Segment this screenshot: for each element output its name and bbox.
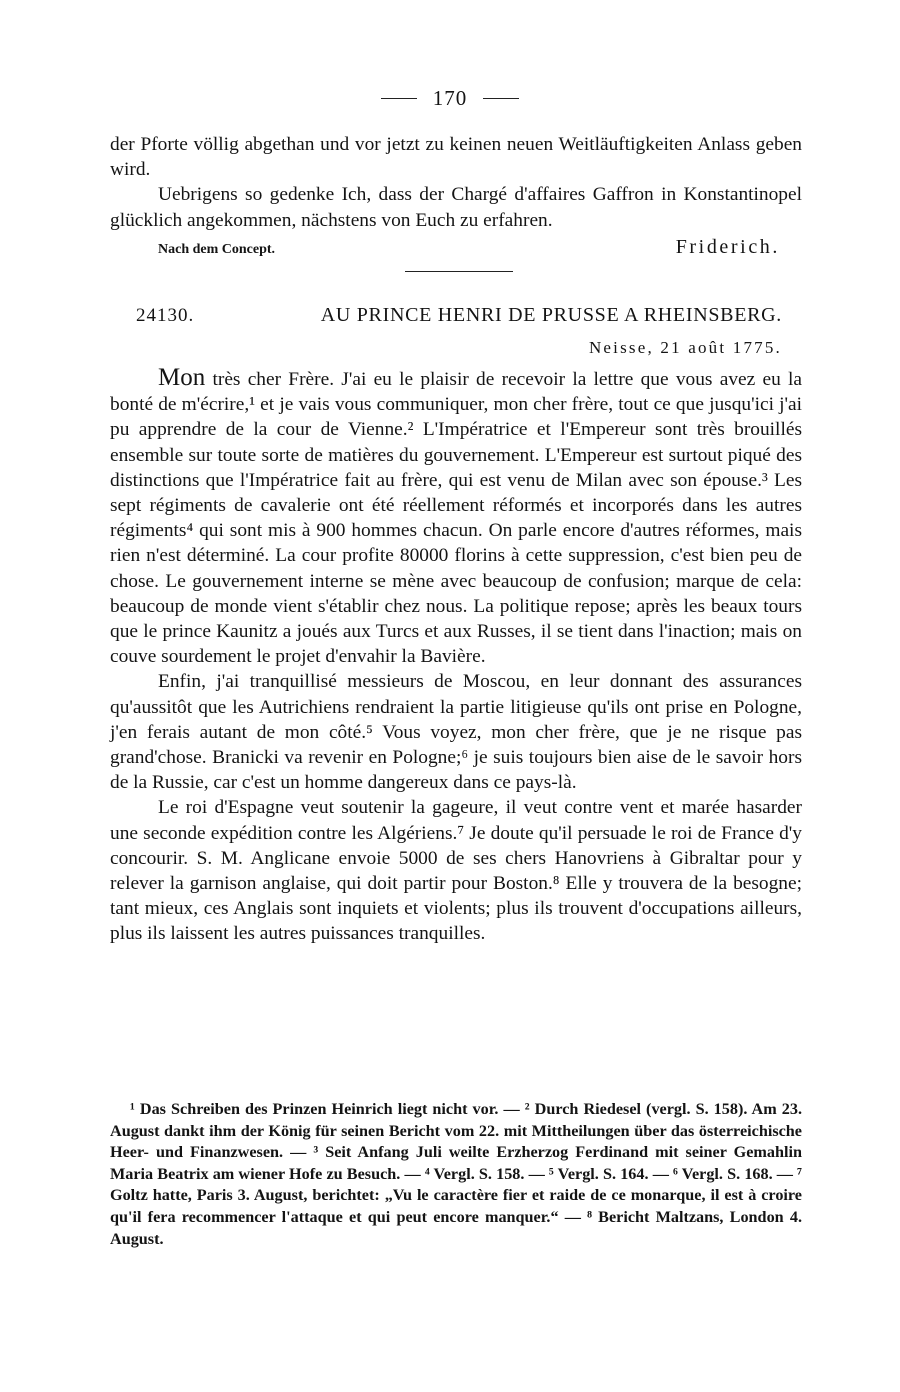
letter-addressee: AU PRINCE HENRI DE PRUSSE A RHEINSBERG. [320, 304, 782, 326]
letter-paragraph-1-text: très cher Frère. J'ai eu le plaisir de recevoir la lettre que vous avez eu la bonté de m'écrire,¹ et je vais vous communiquer, mon cher frère, tout ce que jusqu'ici j'ai pu apprendre de la cour de Vienne.² L'Impératrice et l'Empereur sont très brouillés ensemble sur toute sorte de matières du gouvernement. L'Empereur est surtout piqué des distinctions que l'Impératrice fait au frère, qui est venu de Milan avec son épouse.³ Les sept régiments de cavalerie ont été réellement réformés et incorporés dans les autres régiments⁴ qui sont mis à 900 hommes chacun. On parle encore d'autres réformes, mais rien n'est déterminé. La cour profite 80000 florins à cette suppression, c'est bien peu de chose. Le gouvernement interne se mène avec beaucoup de confusion; marque de cela: beaucoup de monde vient s'établir chez nous. La politique repose; après les beaux tours que le prince Kaunitz a joués aux Turcs et aux Russes, il se tient dans l'inaction; mais on couve sourdement le projet d'envahir la Bavière. [110, 369, 802, 668]
salutation-initial: Mon [158, 364, 206, 391]
letter-number: 24130. [136, 305, 195, 326]
letter-heading [136, 304, 782, 327]
letter-paragraph-3: Le roi d'Espagne veut soutenir la gageure, il veut contre vent et marée hasarder une seconde expédition contre les Algériens.⁷ Je doute qu'il persuade le roi de France d'y concourir. S. M. Anglicane envoie 5000 de ses chers Hanovriens à Gibraltar pour y relever la garnison anglaise, qui doit partir pour Boston.⁸ Elle y trouvera de la besogne; tant mieux, ces Anglais sont inquiets et violents; plus ils trouvent d'occupations ailleurs, plus ils laissent les autres puissances tranquilles. [110, 797, 802, 945]
carryover-paragraph: der Pforte völlig abgethan und vor jetzt zu keinen neuen Weitläuftigkeiten Anlass geben wird. [110, 134, 802, 181]
letter-paragraph-1 [110, 365, 802, 669]
carryover-text-block [110, 132, 802, 233]
source-note: Nach dem Concept. [158, 242, 276, 257]
section-divider [405, 271, 513, 272]
signature-line [158, 236, 780, 259]
letter-body [110, 365, 802, 947]
signature: Friderich. [675, 236, 780, 258]
header-dash-left [381, 98, 417, 99]
header-dash-right [483, 98, 519, 99]
letter-place-date: Neisse, 21 août 1775. [588, 338, 782, 357]
footnotes [110, 1099, 802, 1250]
page-number: 170 [432, 86, 468, 110]
page-header [0, 86, 900, 111]
footnotes-text: ¹ Das Schreiben des Prinzen Heinrich liegt nicht vor. — ² Durch Riedesel (vergl. S. 158). Am 23. August dankt ihm der König für seinen Bericht vom 22. mit Mittheilungen über das österreichische Heer- und Finanzwesen. — ³ Seit Anfang Juli weilte Erzherzog Ferdinand mit seiner Gemahlin Maria Beatrix am wiener Hofe zu Besuch. — ⁴ Vergl. S. 158. — ⁵ Vergl. S. 164. — ⁶ Vergl. S. 168. — ⁷ Goltz hatte, Paris 3. August, berichtet: „Vu le caractère fier et raide de ce monarque, il est à croire qu'il fera recommencer l'attaque et qui peut encore manquer.“ — ⁸ Bericht Maltzans, London 4. August. [110, 1100, 802, 1248]
carryover-paragraph-2: Uebrigens so gedenke Ich, dass der Chargé d'affaires Gaffron in Konstantinopel glücklich angekommen, nächstens von Euch zu erfahren. [110, 184, 802, 231]
letter-paragraph-2: Enfin, j'ai tranquillisé messieurs de Moscou, en leur donnant des assurances qu'aussitôt que les Autrichiens rendraient la partie litigieuse qu'ils ont prise en Pologne, j'en ferais autant de mon côté.⁵ Vous voyez, mon cher frère, que je ne risque pas grand'chose. Branicki va revenir en Pologne;⁶ je suis toujours bien aise de le savoir hors de la Russie, car c'est un homme dangereux dans ce pays-là. [110, 671, 802, 794]
